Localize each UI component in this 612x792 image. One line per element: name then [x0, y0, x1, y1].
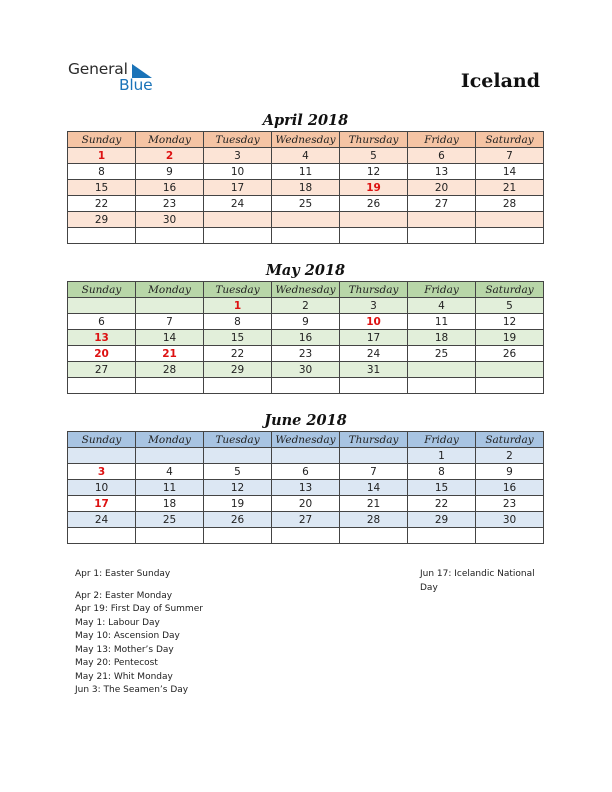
empty-day-cell — [340, 448, 408, 464]
empty-day-cell — [476, 228, 544, 244]
day-cell: 13 — [68, 330, 136, 346]
day-cell: 4 — [136, 464, 204, 480]
weekday-header: Thursday — [340, 282, 408, 298]
holiday-note: May 10: Ascension Day — [75, 631, 180, 641]
week-row — [68, 464, 544, 480]
day-cell: 2 — [476, 448, 544, 464]
empty-day-cell — [408, 528, 476, 544]
day-cell: 15 — [408, 480, 476, 496]
day-cell: 30 — [476, 512, 544, 528]
day-cell: 1 — [408, 448, 476, 464]
empty-day-cell — [272, 228, 340, 244]
day-cell: 1 — [204, 298, 272, 314]
day-cell: 22 — [408, 496, 476, 512]
day-cell: 6 — [408, 148, 476, 164]
day-cell: 25 — [408, 346, 476, 362]
week-row — [68, 148, 544, 164]
empty-day-cell — [136, 448, 204, 464]
day-cell: 4 — [272, 148, 340, 164]
logo-word-general: General — [68, 60, 128, 78]
month-april — [67, 111, 544, 244]
day-cell: 5 — [476, 298, 544, 314]
weekday-header-row — [68, 132, 544, 148]
month-title: June 2018 — [264, 412, 347, 429]
day-cell: 19 — [476, 330, 544, 346]
day-cell: 16 — [136, 180, 204, 196]
day-cell: 25 — [136, 512, 204, 528]
weekday-header-row — [68, 432, 544, 448]
day-cell: 3 — [68, 464, 136, 480]
day-cell: 20 — [68, 346, 136, 362]
week-row — [68, 196, 544, 212]
day-cell: 5 — [204, 464, 272, 480]
day-cell: 17 — [340, 330, 408, 346]
day-cell: 7 — [136, 314, 204, 330]
day-cell: 18 — [408, 330, 476, 346]
week-row — [68, 212, 544, 228]
day-cell: 18 — [136, 496, 204, 512]
empty-day-cell — [476, 212, 544, 228]
day-cell: 18 — [272, 180, 340, 196]
day-cell: 26 — [204, 512, 272, 528]
holiday-note: Apr 19: First Day of Summer — [75, 604, 203, 614]
day-cell: 27 — [408, 196, 476, 212]
week-row — [68, 480, 544, 496]
empty-day-cell — [340, 528, 408, 544]
empty-day-cell — [340, 212, 408, 228]
day-cell: 14 — [340, 480, 408, 496]
week-row — [68, 330, 544, 346]
day-cell: 4 — [408, 298, 476, 314]
generalblue-logo — [68, 60, 168, 96]
day-cell: 11 — [272, 164, 340, 180]
weekday-header: Wednesday — [272, 432, 340, 448]
day-cell: 9 — [272, 314, 340, 330]
day-cell: 14 — [136, 330, 204, 346]
day-cell: 2 — [272, 298, 340, 314]
day-cell: 9 — [136, 164, 204, 180]
day-cell: 7 — [476, 148, 544, 164]
weekday-header: Sunday — [68, 132, 136, 148]
weekday-header: Monday — [136, 132, 204, 148]
day-cell: 14 — [476, 164, 544, 180]
empty-day-cell — [68, 378, 136, 394]
month-title: May 2018 — [265, 262, 346, 279]
empty-day-cell — [136, 528, 204, 544]
calendar-grid — [67, 431, 544, 544]
day-cell: 12 — [204, 480, 272, 496]
day-cell: 6 — [68, 314, 136, 330]
day-cell: 3 — [340, 298, 408, 314]
day-cell: 24 — [204, 196, 272, 212]
day-cell: 2 — [136, 148, 204, 164]
day-cell: 24 — [68, 512, 136, 528]
weekday-header: Friday — [408, 132, 476, 148]
day-cell: 3 — [204, 148, 272, 164]
day-cell: 29 — [204, 362, 272, 378]
day-cell: 1 — [68, 148, 136, 164]
empty-day-cell — [340, 228, 408, 244]
week-row — [68, 228, 544, 244]
holiday-note: May 1: Labour Day — [75, 617, 160, 628]
day-cell: 23 — [476, 496, 544, 512]
week-row — [68, 180, 544, 196]
empty-day-cell — [68, 528, 136, 544]
weekday-header: Friday — [408, 282, 476, 298]
empty-day-cell — [204, 448, 272, 464]
empty-day-cell — [408, 378, 476, 394]
weekday-header: Tuesday — [204, 282, 272, 298]
weekday-header: Saturday — [476, 432, 544, 448]
day-cell: 10 — [68, 480, 136, 496]
empty-day-cell — [272, 528, 340, 544]
day-cell: 21 — [136, 346, 204, 362]
day-cell: 20 — [408, 180, 476, 196]
empty-day-cell — [68, 448, 136, 464]
empty-day-cell — [408, 228, 476, 244]
weekday-header: Friday — [408, 432, 476, 448]
day-cell: 25 — [272, 196, 340, 212]
holiday-notes-left — [75, 568, 203, 698]
day-cell: 29 — [408, 512, 476, 528]
empty-day-cell — [272, 378, 340, 394]
day-cell: 22 — [204, 346, 272, 362]
day-cell: 15 — [68, 180, 136, 196]
day-cell: 12 — [340, 164, 408, 180]
empty-day-cell — [204, 228, 272, 244]
day-cell: 20 — [272, 496, 340, 512]
day-cell: 26 — [340, 196, 408, 212]
day-cell: 30 — [272, 362, 340, 378]
week-row — [68, 298, 544, 314]
weekday-header: Tuesday — [204, 132, 272, 148]
calendar-grid — [67, 281, 544, 394]
week-row — [68, 378, 544, 394]
weekday-header: Monday — [136, 432, 204, 448]
day-cell: 17 — [204, 180, 272, 196]
week-row — [68, 512, 544, 528]
weekday-header: Sunday — [68, 282, 136, 298]
month-may — [67, 261, 544, 394]
week-row — [68, 528, 544, 544]
calendar-grid — [67, 131, 544, 244]
week-row — [68, 164, 544, 180]
day-cell: 19 — [204, 496, 272, 512]
day-cell: 19 — [340, 180, 408, 196]
weekday-header: Tuesday — [204, 432, 272, 448]
day-cell: 16 — [476, 480, 544, 496]
weekday-header: Monday — [136, 282, 204, 298]
day-cell: 9 — [476, 464, 544, 480]
empty-day-cell — [272, 448, 340, 464]
holiday-note: May 20: Pentecost — [75, 658, 158, 668]
day-cell: 16 — [272, 330, 340, 346]
day-cell: 28 — [476, 196, 544, 212]
day-cell: 8 — [68, 164, 136, 180]
holiday-note: May 13: Mother’s Day — [75, 644, 174, 655]
empty-day-cell — [204, 378, 272, 394]
weekday-header: Sunday — [68, 432, 136, 448]
day-cell: 7 — [340, 464, 408, 480]
holiday-note: May 21: Whit Monday — [75, 671, 173, 682]
day-cell: 31 — [340, 362, 408, 378]
week-row — [68, 496, 544, 512]
day-cell: 21 — [476, 180, 544, 196]
day-cell: 13 — [408, 164, 476, 180]
holiday-notes-right — [420, 568, 550, 595]
empty-day-cell — [136, 228, 204, 244]
weekday-header: Thursday — [340, 132, 408, 148]
empty-day-cell — [476, 528, 544, 544]
empty-day-cell — [68, 228, 136, 244]
empty-day-cell — [136, 298, 204, 314]
day-cell: 8 — [408, 464, 476, 480]
day-cell: 28 — [136, 362, 204, 378]
empty-day-cell — [476, 378, 544, 394]
weekday-header: Saturday — [476, 282, 544, 298]
empty-day-cell — [272, 212, 340, 228]
day-cell: 27 — [68, 362, 136, 378]
holiday-note: Jun 3: The Seamen’s Day — [75, 685, 189, 695]
day-cell: 23 — [272, 346, 340, 362]
week-row — [68, 362, 544, 378]
day-cell: 30 — [136, 212, 204, 228]
holiday-note-gap — [75, 582, 203, 590]
weekday-header-row — [68, 282, 544, 298]
holiday-note: Apr 1: Easter Sunday — [75, 569, 171, 579]
day-cell: 6 — [272, 464, 340, 480]
day-cell: 10 — [204, 164, 272, 180]
empty-day-cell — [136, 378, 204, 394]
day-cell: 11 — [136, 480, 204, 496]
logo-word-blue: Blue — [119, 76, 153, 94]
weekday-header: Thursday — [340, 432, 408, 448]
empty-day-cell — [68, 298, 136, 314]
day-cell: 29 — [68, 212, 136, 228]
month-june — [67, 411, 544, 544]
empty-day-cell — [204, 212, 272, 228]
country-title: Iceland — [460, 70, 540, 92]
day-cell: 11 — [408, 314, 476, 330]
week-row — [68, 346, 544, 362]
empty-day-cell — [340, 378, 408, 394]
day-cell: 23 — [136, 196, 204, 212]
holiday-note: Jun 17: Icelandic National Day — [420, 569, 535, 593]
day-cell: 26 — [476, 346, 544, 362]
day-cell: 10 — [340, 314, 408, 330]
day-cell: 8 — [204, 314, 272, 330]
weekday-header: Wednesday — [272, 132, 340, 148]
day-cell: 28 — [340, 512, 408, 528]
week-row — [68, 448, 544, 464]
day-cell: 24 — [340, 346, 408, 362]
empty-day-cell — [408, 212, 476, 228]
empty-day-cell — [476, 362, 544, 378]
day-cell: 5 — [340, 148, 408, 164]
day-cell: 21 — [340, 496, 408, 512]
day-cell: 22 — [68, 196, 136, 212]
day-cell: 15 — [204, 330, 272, 346]
weekday-header: Wednesday — [272, 282, 340, 298]
month-title: April 2018 — [262, 112, 349, 129]
weekday-header: Saturday — [476, 132, 544, 148]
week-row — [68, 314, 544, 330]
empty-day-cell — [204, 528, 272, 544]
day-cell: 13 — [272, 480, 340, 496]
holiday-note: Apr 2: Easter Monday — [75, 590, 173, 601]
day-cell: 17 — [68, 496, 136, 512]
day-cell: 27 — [272, 512, 340, 528]
empty-day-cell — [408, 362, 476, 378]
day-cell: 12 — [476, 314, 544, 330]
